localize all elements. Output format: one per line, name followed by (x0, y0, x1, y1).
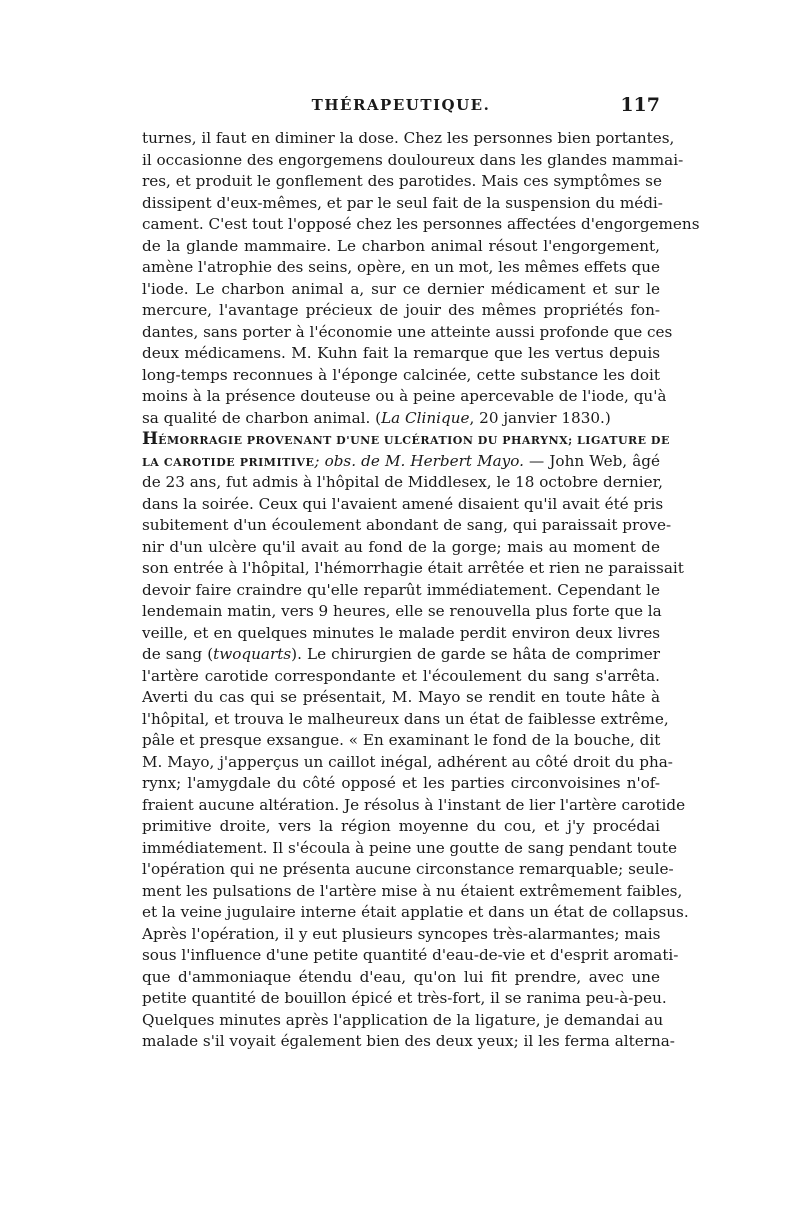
text-line: mercure, l'avantage précieux de jouir des mêmes propriétés fon- (142, 301, 660, 319)
text-segment: — John Web, âgé (523, 451, 660, 470)
running-head: THÉRAPEUTIQUE. (311, 96, 491, 114)
text-line: primitive droite, vers la région moyenne du cou, et j'y procédai (142, 817, 660, 835)
text-line (142, 644, 660, 666)
text-line: il occasionne des engorgemens douloureux dans les glandes mammai- (142, 150, 684, 169)
text-line: moins à la présence douteuse ou à peine apercevable de l'iode, qu'à (142, 387, 667, 405)
text-segment: de sang ( (142, 645, 214, 663)
heading-text: LA CAROTIDE PRIMITIVE (142, 455, 315, 469)
section-heading-line (142, 429, 670, 451)
text-line: rynx; l'amygdale du côté opposé et les parties circonvoisines n'of- (142, 774, 660, 792)
text-line: de 23 ans, fut admis à l'hôpital de Middlesex, le 18 octobre dernier, (142, 473, 664, 491)
section-heading-line (142, 451, 660, 473)
text-line: Averti du cas qui se présentait, M. Mayo se rendit en toute hâte à (142, 688, 660, 706)
text-line: nir d'un ulcère qu'il avait au fond de la gorge; mais au moment de (142, 537, 660, 556)
page-number: 117 (620, 94, 660, 116)
text-line: que d'ammoniaque étendu d'eau, qu'on lui fit prendre, avec une (142, 967, 660, 986)
text-segment: ). Le chirurgien de garde se hâta de comprimer (291, 645, 660, 663)
text-line: Après l'opération, il y eut plusieurs syncopes très-alarmantes; mais (142, 924, 661, 943)
text-line: turnes, il faut en diminer la dose. Chez les personnes bien portantes, (142, 129, 675, 147)
page-header (142, 96, 660, 126)
text-line: lendemain matin, vers 9 heures, elle se renouvella plus forte que la (142, 602, 662, 620)
heading-text: ÉMORRAGIE PROVENANT D'UNE ULCÉRATION DU PHARYNX; LIGATURE DE (158, 434, 670, 447)
journal-title: La Clinique (381, 408, 470, 427)
text-line: devoir faire craindre qu'elle reparût immédiatement. Cependant le (142, 580, 660, 599)
text-line: veille, et en quelques minutes le malade perdit environ deux livres (142, 623, 660, 642)
text-line: immédiatement. Il s'écoula à peine une goutte de sang pendant toute (142, 838, 678, 857)
text-line: M. Mayo, j'apperçus un caillot inégal, adhérent au côté droit du pha- (142, 752, 673, 771)
text-line: Quelques minutes après l'application de la ligature, je demandai au (142, 1010, 664, 1029)
text-line: deux médicamens. M. Kuhn fait la remarque que les vertus depuis (142, 344, 660, 362)
text-line: son entrée à l'hôpital, l'hémorrhagie était arrêtée et rien ne paraissait (142, 559, 684, 577)
text-line: et la veine jugulaire interne était applatie et dans un état de collapsus. (142, 903, 689, 921)
text-segment: , 20 janvier 1830.) (469, 408, 611, 427)
text-line: petite quantité de bouillon épicé et très-fort, il se ranima peu-à-peu. (142, 989, 667, 1007)
text-line: pâle et presque exsangue. « En examinant le fond de la bouche, dit (142, 731, 661, 749)
text-line: res, et produit le gonflement des parotides. Mais ces symptômes se (142, 172, 662, 190)
text-line: l'iode. Le charbon animal a, sur ce dernier médicament et sur le (142, 279, 660, 298)
body-text (142, 128, 700, 1053)
text-segment: sa qualité de charbon animal. ( (142, 408, 382, 427)
text-line: malade s'il voyait également bien des deux yeux; il les ferma alterna- (142, 1032, 675, 1050)
text-line: dantes, sans porter à l'économie une atteinte aussi profonde que ces (142, 322, 673, 341)
text-line: cament. C'est tout l'opposé chez les personnes affectées d'engorgemens (142, 215, 700, 233)
text-line: ment les pulsations de l'artère mise à nu étaient extrêmement faibles, (142, 881, 683, 900)
text-line: long-temps reconnues à l'éponge calcinée, cette substance les doit (142, 365, 660, 384)
text-line: dans la soirée. Ceux qui l'avaient amené disaient qu'il avait été pris (142, 494, 664, 513)
text-line: l'opération qui ne présenta aucune circonstance remarquable; seule- (142, 860, 674, 878)
observation-credit: ; obs. de M. Herbert Mayo. (314, 451, 524, 470)
text-line: dissipent d'eux-mêmes, et par le seul fait de la suspension du médi- (142, 193, 663, 212)
text-line: fraient aucune altération. Je résolus à l'instant de lier l'artère carotide (142, 795, 686, 814)
text-line: subitement d'un écoulement abondant de sang, qui paraissait prove- (142, 516, 672, 534)
italic-term: twoquarts (213, 645, 292, 663)
heading-initial: H (142, 429, 159, 449)
text-line: l'hôpital, et trouva le malheureux dans un état de faiblesse extrême, (142, 709, 669, 728)
text-line: de la glande mammaire. Le charbon animal résout l'engorgement, (142, 236, 660, 255)
text-line: amène l'atrophie des seins, opère, en un mot, les mêmes effets que (142, 258, 660, 276)
text-line (142, 408, 660, 430)
text-line: l'artère carotide correspondante et l'écoulement du sang s'arrêta. (142, 666, 660, 685)
text-line: sous l'influence d'une petite quantité d'eau-de-vie et d'esprit aromati- (142, 946, 679, 964)
